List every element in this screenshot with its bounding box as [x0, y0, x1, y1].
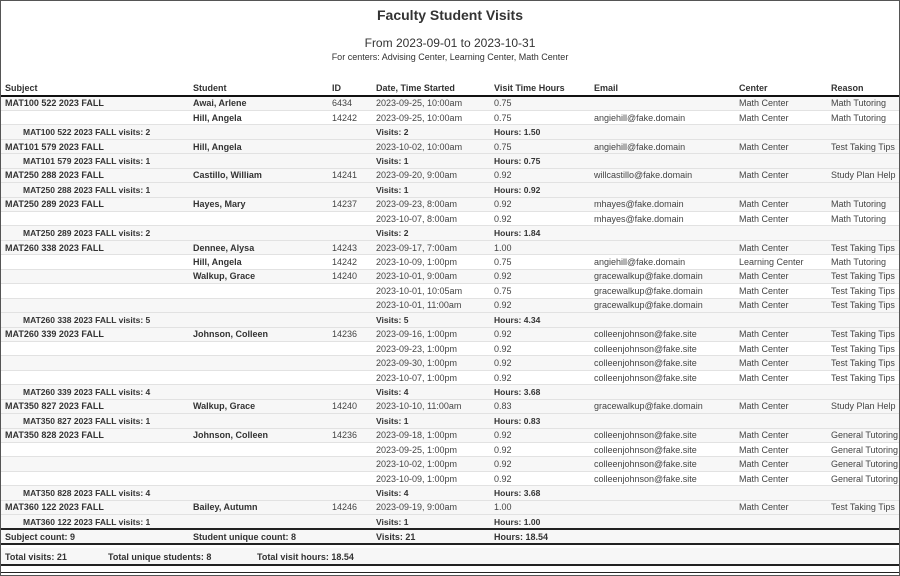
subject-cell: [1, 298, 189, 312]
grand-summary-row: [1, 529, 899, 544]
reason-cell: Math Tutoring: [827, 255, 899, 269]
empty-cell: [590, 414, 735, 428]
id-cell: 14240: [328, 269, 372, 283]
reason-cell: General Tutoring: [827, 471, 899, 485]
id-cell: 14242: [328, 255, 372, 269]
id-cell: 14240: [328, 399, 372, 413]
empty-cell: [735, 486, 827, 500]
empty-cell: [590, 515, 735, 529]
subject-visits-label: MAT250 289 2023 FALL visits: 2: [1, 226, 372, 240]
empty-cell: [590, 385, 735, 399]
student-cell: [189, 471, 328, 485]
date-cell: 2023-09-19, 9:00am: [372, 500, 490, 514]
hours-cell: 1.00: [490, 240, 590, 254]
visit-row: [1, 399, 899, 413]
student-cell: Walkup, Grace: [189, 269, 328, 283]
center-cell: Math Center: [735, 269, 827, 283]
center-cell: Math Center: [735, 428, 827, 442]
subject-visits-label: MAT101 579 2023 FALL visits: 1: [1, 154, 372, 168]
hours-cell: 0.92: [490, 327, 590, 341]
center-cell: Math Center: [735, 356, 827, 370]
empty-cell: [735, 183, 827, 197]
student-cell: [189, 457, 328, 471]
date-cell: 2023-09-18, 1:00pm: [372, 428, 490, 442]
email-cell: [590, 96, 735, 110]
subject-hours: Hours: 4.34: [490, 313, 590, 327]
date-cell: 2023-10-01, 10:05am: [372, 284, 490, 298]
center-cell: Math Center: [735, 457, 827, 471]
subject-summary-row: [1, 515, 899, 529]
student-cell: [189, 284, 328, 298]
subject-cell: [1, 471, 189, 485]
visit-row: [1, 110, 899, 124]
subject-visits-label: MAT260 339 2023 FALL visits: 4: [1, 385, 372, 399]
subject-cell: MAT101 579 2023 FALL: [1, 139, 189, 153]
empty-cell: [827, 125, 899, 139]
student-unique-count: Student unique count: 8: [189, 529, 372, 544]
subject-cell: [1, 370, 189, 384]
id-cell: [328, 471, 372, 485]
empty-cell: [735, 414, 827, 428]
visit-row: [1, 356, 899, 370]
date-cell: 2023-10-02, 1:00pm: [372, 457, 490, 471]
email-cell: colleenjohnson@fake.site: [590, 471, 735, 485]
center-cell: Math Center: [735, 240, 827, 254]
subject-visits: Visits: 2: [372, 125, 490, 139]
reason-cell: Math Tutoring: [827, 96, 899, 110]
total-visit-hours: Total visit hours: 18.54: [257, 552, 354, 562]
email-cell: gracewalkup@fake.domain: [590, 298, 735, 312]
email-cell: [590, 240, 735, 254]
center-cell: Math Center: [735, 212, 827, 226]
date-cell: 2023-10-02, 10:00am: [372, 139, 490, 153]
reason-cell: General Tutoring: [827, 457, 899, 471]
subject-summary-row: [1, 385, 899, 399]
empty-cell: [827, 414, 899, 428]
email-cell: colleenjohnson@fake.site: [590, 428, 735, 442]
centers-filter: For centers: Advising Center, Learning Center, Math Center: [331, 52, 569, 62]
hours-cell: 0.92: [490, 370, 590, 384]
date-cell: 2023-10-07, 1:00pm: [372, 370, 490, 384]
visit-row: [1, 500, 899, 514]
totals-bar: [1, 548, 899, 566]
subject-visits-label: MAT100 522 2023 FALL visits: 2: [1, 125, 372, 139]
id-cell: 14246: [328, 500, 372, 514]
student-cell: Hill, Angela: [189, 255, 328, 269]
visit-row: [1, 96, 899, 110]
student-cell: [189, 341, 328, 355]
hours-cell: 0.92: [490, 197, 590, 211]
reason-cell: General Tutoring: [827, 443, 899, 457]
center-cell: Math Center: [735, 298, 827, 312]
center-cell: Math Center: [735, 327, 827, 341]
hours-cell: 0.75: [490, 139, 590, 153]
subject-hours: Hours: 3.68: [490, 385, 590, 399]
subject-summary-row: [1, 154, 899, 168]
center-cell: Math Center: [735, 284, 827, 298]
subject-cell: [1, 269, 189, 283]
subject-visits-label: MAT350 828 2023 FALL visits: 4: [1, 486, 372, 500]
subject-cell: MAT260 339 2023 FALL: [1, 327, 189, 341]
email-cell: colleenjohnson@fake.site: [590, 341, 735, 355]
empty-cell: [827, 226, 899, 240]
date-cell: 2023-09-30, 1:00pm: [372, 356, 490, 370]
subject-visits: Visits: 5: [372, 313, 490, 327]
subject-visits-label: MAT260 338 2023 FALL visits: 5: [1, 313, 372, 327]
report-title: Faculty Student Visits: [377, 7, 523, 23]
reason-cell: Test Taking Tips: [827, 356, 899, 370]
subject-cell: MAT250 288 2023 FALL: [1, 168, 189, 182]
id-cell: [328, 370, 372, 384]
date-cell: 2023-10-07, 8:00am: [372, 212, 490, 226]
reason-cell: Test Taking Tips: [827, 370, 899, 384]
hours-cell: 1.00: [490, 500, 590, 514]
subject-count: Subject count: 9: [1, 529, 189, 544]
hours-cell: 0.92: [490, 168, 590, 182]
visit-row: [1, 457, 899, 471]
email-cell: colleenjohnson@fake.site: [590, 356, 735, 370]
subject-summary-row: [1, 414, 899, 428]
id-cell: [328, 457, 372, 471]
id-cell: [328, 139, 372, 153]
hours-cell: 0.92: [490, 443, 590, 457]
subject-summary-row: [1, 313, 899, 327]
hours-cell: 0.92: [490, 356, 590, 370]
center-cell: Math Center: [735, 471, 827, 485]
reason-cell: Test Taking Tips: [827, 298, 899, 312]
subject-summary-row: [1, 183, 899, 197]
date-cell: 2023-09-20, 9:00am: [372, 168, 490, 182]
date-cell: 2023-10-09, 1:00pm: [372, 255, 490, 269]
reason-cell: Test Taking Tips: [827, 327, 899, 341]
report-footer-rule: [1, 566, 899, 573]
report-body: [1, 96, 899, 529]
email-cell: gracewalkup@fake.domain: [590, 284, 735, 298]
reason-cell: Test Taking Tips: [827, 240, 899, 254]
subject-cell: MAT350 827 2023 FALL: [1, 399, 189, 413]
subject-cell: [1, 457, 189, 471]
header-row: [1, 81, 899, 96]
visit-row: [1, 341, 899, 355]
student-cell: Hill, Angela: [189, 110, 328, 124]
email-cell: angiehill@fake.domain: [590, 139, 735, 153]
student-cell: Castillo, William: [189, 168, 328, 182]
empty-cell: [590, 486, 735, 500]
subject-hours: Hours: 3.68: [490, 486, 590, 500]
empty-cell: [590, 154, 735, 168]
column-header-student: Student: [189, 81, 328, 96]
empty-cell: [590, 125, 735, 139]
empty-cell: [735, 385, 827, 399]
visit-row: [1, 370, 899, 384]
email-cell: gracewalkup@fake.domain: [590, 269, 735, 283]
email-cell: gracewalkup@fake.domain: [590, 399, 735, 413]
id-cell: 14242: [328, 110, 372, 124]
column-header-reason: Reason: [827, 81, 899, 96]
subject-cell: [1, 110, 189, 124]
reason-cell: Test Taking Tips: [827, 269, 899, 283]
id-cell: [328, 212, 372, 226]
student-cell: Dennee, Alysa: [189, 240, 328, 254]
subject-cell: MAT360 122 2023 FALL: [1, 500, 189, 514]
visit-row: [1, 240, 899, 254]
subject-cell: MAT100 522 2023 FALL: [1, 96, 189, 110]
subject-hours: Hours: 0.83: [490, 414, 590, 428]
subject-cell: [1, 443, 189, 457]
empty-cell: [735, 515, 827, 529]
date-cell: 2023-09-25, 10:00am: [372, 96, 490, 110]
reason-cell: Study Plan Help: [827, 168, 899, 182]
center-cell: Math Center: [735, 341, 827, 355]
subject-hours: Hours: 0.92: [490, 183, 590, 197]
empty-cell: [590, 313, 735, 327]
student-cell: Walkup, Grace: [189, 399, 328, 413]
student-cell: [189, 298, 328, 312]
hours-cell: 0.92: [490, 269, 590, 283]
center-cell: Math Center: [735, 197, 827, 211]
empty-cell: [827, 529, 899, 544]
id-cell: 14243: [328, 240, 372, 254]
student-cell: Hayes, Mary: [189, 197, 328, 211]
total-unique-students: Total unique students: 8: [108, 552, 212, 562]
reason-cell: Study Plan Help: [827, 399, 899, 413]
hours-cell: 0.92: [490, 298, 590, 312]
subject-cell: MAT260 338 2023 FALL: [1, 240, 189, 254]
center-cell: Math Center: [735, 168, 827, 182]
date-cell: 2023-09-25, 10:00am: [372, 110, 490, 124]
column-header-date: Date, Time Started: [372, 81, 490, 96]
subject-visits: Visits: 1: [372, 414, 490, 428]
id-cell: [328, 356, 372, 370]
visit-row: [1, 212, 899, 226]
email-cell: angiehill@fake.domain: [590, 110, 735, 124]
center-cell: Math Center: [735, 370, 827, 384]
column-header-center: Center: [735, 81, 827, 96]
student-cell: Awai, Arlene: [189, 96, 328, 110]
hours-cell: 0.92: [490, 457, 590, 471]
id-cell: [328, 284, 372, 298]
date-cell: 2023-10-10, 11:00am: [372, 399, 490, 413]
date-cell: 2023-09-25, 1:00pm: [372, 443, 490, 457]
email-cell: mhayes@fake.domain: [590, 197, 735, 211]
subject-cell: [1, 356, 189, 370]
subject-visits-label: MAT250 288 2023 FALL visits: 1: [1, 183, 372, 197]
email-cell: mhayes@fake.domain: [590, 212, 735, 226]
id-cell: 14236: [328, 327, 372, 341]
column-header-email: Email: [590, 81, 735, 96]
email-cell: colleenjohnson@fake.site: [590, 457, 735, 471]
empty-cell: [735, 125, 827, 139]
date-cell: 2023-09-23, 8:00am: [372, 197, 490, 211]
date-cell: 2023-09-16, 1:00pm: [372, 327, 490, 341]
empty-cell: [827, 486, 899, 500]
subject-cell: [1, 341, 189, 355]
student-cell: [189, 356, 328, 370]
date-cell: 2023-10-01, 9:00am: [372, 269, 490, 283]
id-cell: 14241: [328, 168, 372, 182]
visit-row: [1, 168, 899, 182]
student-cell: Hill, Angela: [189, 139, 328, 153]
student-cell: Bailey, Autumn: [189, 500, 328, 514]
student-cell: [189, 212, 328, 226]
subject-visits: Visits: 1: [372, 154, 490, 168]
subject-cell: MAT250 289 2023 FALL: [1, 197, 189, 211]
reason-cell: Math Tutoring: [827, 197, 899, 211]
subject-visits: Visits: 4: [372, 385, 490, 399]
reason-cell: Test Taking Tips: [827, 284, 899, 298]
id-cell: 14236: [328, 428, 372, 442]
subject-hours: Hours: 1.84: [490, 226, 590, 240]
id-cell: 6434: [328, 96, 372, 110]
column-header-subject: Subject: [1, 81, 189, 96]
subject-visits: Visits: 2: [372, 226, 490, 240]
visit-row: [1, 298, 899, 312]
subject-cell: [1, 284, 189, 298]
center-cell: Math Center: [735, 443, 827, 457]
column-header-hours: Visit Time Hours: [490, 81, 590, 96]
visits-table: [1, 81, 899, 545]
email-cell: angiehill@fake.domain: [590, 255, 735, 269]
reason-cell: Test Taking Tips: [827, 139, 899, 153]
hours-cell: 0.75: [490, 255, 590, 269]
empty-cell: [590, 183, 735, 197]
grand-hours: Hours: 18.54: [490, 529, 590, 544]
subject-cell: [1, 255, 189, 269]
hours-cell: 0.75: [490, 284, 590, 298]
id-cell: [328, 341, 372, 355]
subject-cell: [1, 212, 189, 226]
grand-visits: Visits: 21: [372, 529, 490, 544]
subject-visits: Visits: 1: [372, 183, 490, 197]
email-cell: colleenjohnson@fake.site: [590, 443, 735, 457]
subject-visits: Visits: 4: [372, 486, 490, 500]
hours-cell: 0.92: [490, 212, 590, 226]
subject-hours: Hours: 1.50: [490, 125, 590, 139]
id-cell: [328, 298, 372, 312]
reason-cell: General Tutoring: [827, 428, 899, 442]
empty-cell: [827, 313, 899, 327]
subject-visits-label: MAT360 122 2023 FALL visits: 1: [1, 515, 372, 529]
total-visits: Total visits: 21: [5, 552, 67, 562]
hours-cell: 0.92: [490, 341, 590, 355]
reason-cell: Math Tutoring: [827, 110, 899, 124]
empty-cell: [735, 154, 827, 168]
empty-cell: [590, 226, 735, 240]
subject-cell: MAT350 828 2023 FALL: [1, 428, 189, 442]
subject-visits: Visits: 1: [372, 515, 490, 529]
empty-cell: [735, 529, 827, 544]
id-cell: 14237: [328, 197, 372, 211]
visit-row: [1, 428, 899, 442]
reason-cell: Math Tutoring: [827, 212, 899, 226]
visit-row: [1, 269, 899, 283]
center-cell: Math Center: [735, 139, 827, 153]
visit-row: [1, 197, 899, 211]
hours-cell: 0.83: [490, 399, 590, 413]
empty-cell: [735, 226, 827, 240]
subject-hours: Hours: 1.00: [490, 515, 590, 529]
reason-cell: Test Taking Tips: [827, 341, 899, 355]
student-cell: Johnson, Colleen: [189, 327, 328, 341]
student-cell: [189, 443, 328, 457]
hours-cell: 0.75: [490, 110, 590, 124]
visit-row: [1, 284, 899, 298]
hours-cell: 0.92: [490, 471, 590, 485]
date-range: From 2023-09-01 to 2023-10-31: [364, 36, 536, 50]
email-cell: colleenjohnson@fake.site: [590, 327, 735, 341]
visit-row: [1, 139, 899, 153]
column-header-id: ID: [328, 81, 372, 96]
subject-summary-row: [1, 486, 899, 500]
id-cell: [328, 443, 372, 457]
empty-cell: [735, 313, 827, 327]
visit-row: [1, 255, 899, 269]
empty-cell: [827, 385, 899, 399]
subject-summary-row: [1, 125, 899, 139]
date-cell: 2023-09-17, 7:00am: [372, 240, 490, 254]
subject-summary-row: [1, 226, 899, 240]
empty-cell: [590, 529, 735, 544]
subject-visits-label: MAT350 827 2023 FALL visits: 1: [1, 414, 372, 428]
center-cell: Learning Center: [735, 255, 827, 269]
subject-hours: Hours: 0.75: [490, 154, 590, 168]
center-cell: Math Center: [735, 500, 827, 514]
visit-row: [1, 327, 899, 341]
center-cell: Math Center: [735, 399, 827, 413]
student-cell: [189, 370, 328, 384]
email-cell: [590, 500, 735, 514]
center-cell: Math Center: [735, 110, 827, 124]
visit-row: [1, 443, 899, 457]
empty-cell: [827, 154, 899, 168]
date-cell: 2023-09-23, 1:00pm: [372, 341, 490, 355]
hours-cell: 0.75: [490, 96, 590, 110]
hours-cell: 0.92: [490, 428, 590, 442]
email-cell: willcastillo@fake.domain: [590, 168, 735, 182]
empty-cell: [827, 515, 899, 529]
date-cell: 2023-10-01, 11:00am: [372, 298, 490, 312]
student-cell: Johnson, Colleen: [189, 428, 328, 442]
empty-cell: [827, 183, 899, 197]
email-cell: colleenjohnson@fake.site: [590, 370, 735, 384]
visit-row: [1, 471, 899, 485]
center-cell: Math Center: [735, 96, 827, 110]
date-cell: 2023-10-09, 1:00pm: [372, 471, 490, 485]
reason-cell: Test Taking Tips: [827, 500, 899, 514]
